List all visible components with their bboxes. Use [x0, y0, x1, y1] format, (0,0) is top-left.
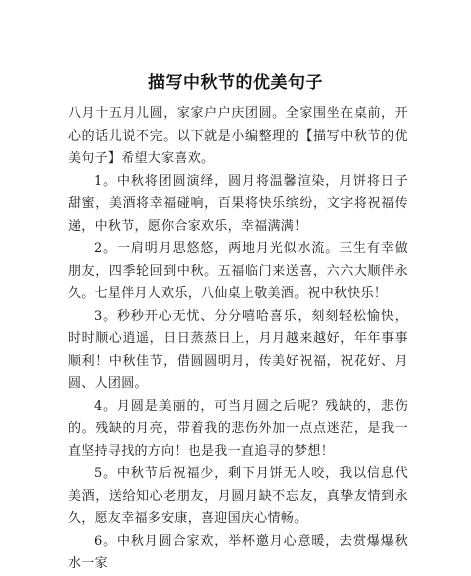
sentence-paragraph-4: 4。月圆是美丽的，可当月圆之后呢？残缺的，悲伤的。残缺的月亮，带着我的悲伤外加一点点迷茫，是我一直坚持寻找的方向！也是我一直追寻的梦想！ [68, 398, 408, 459]
sentence-paragraph-1: 1。中秋将团圆演绎，圆月将温馨渲染，月饼将日子甜蜜，美酒将幸福碰响，百果将快乐缤纷，文字将祝福传递，中秋节，愿你合家欢乐，幸福满满！ [68, 173, 408, 234]
document-title: 描写中秋节的优美句子 [148, 73, 323, 93]
sentence-paragraph-6-partial: 6。中秋月圆合家欢，举杯邀月心意暖，去赏爆爆秋水一家 [68, 533, 408, 571]
sentence-paragraph-3: 3。秒秒开心无忧、分分嘻哈喜乐，刻刻轻松愉快，时时顺心逍遥，日日蒸蒸日上，月月越来越好，年年事事顺利！中秋佳节，借圆圆明月，传美好祝福，祝花好、月圆、人团圆。 [68, 308, 408, 391]
sentence-paragraph-2: 2。一肩明月思悠悠，两地月光似水流。三生有幸做朋友，四季轮回到中秋。五福临门来送喜，六六大顺伴永久。七星伴月人欢乐，八仙桌上敬美酒。祝中秋快乐！ [68, 241, 408, 301]
intro-paragraph: 八月十五月儿圆，家家户户庆团圆。全家围坐在桌前，开心的话儿说不完。以下就是小编整理的【描写中秋节的优美句子】希望大家喜欢。 [68, 106, 408, 166]
document-body [68, 103, 408, 576]
sentence-paragraph-5: 5。中秋节后祝福少，剩下月饼无人咬，我以信息代美酒，送给知心老朋友，月圆月缺不忘友，真挚友情到永久，愿友幸福多安康，喜迎国庆心情畅。 [68, 466, 408, 526]
